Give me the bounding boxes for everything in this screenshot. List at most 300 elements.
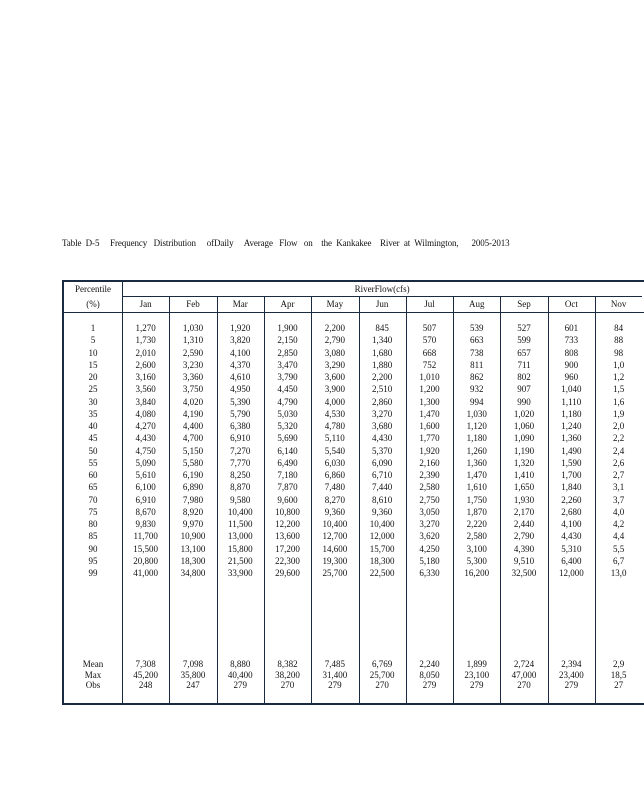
summary-cell: 23,400 [558, 669, 584, 680]
table-cell: 539 [469, 323, 484, 333]
table-cell: 5,540 [324, 445, 345, 456]
table-cell: 9,830 [135, 519, 156, 529]
table-cell: 3,080 [324, 347, 345, 358]
table-cell: 2,160 [419, 457, 440, 468]
table-cell: 7,180 [277, 470, 298, 480]
table-cell: 32,500 [511, 568, 537, 578]
flow-table [62, 280, 644, 705]
table-cell: 733 [564, 335, 579, 346]
percentile-value: 60 [88, 470, 98, 480]
table-cell: 1,410 [513, 470, 535, 480]
table-cell: 12,000 [369, 531, 395, 542]
table-cell: 960 [564, 372, 579, 382]
month-header-aug: Aug [468, 299, 485, 309]
table-cell: 6,7 [613, 555, 625, 566]
table-cell: 5,150 [182, 445, 204, 456]
table-cell: 20,800 [133, 555, 159, 566]
table-cell: 5,110 [324, 433, 345, 444]
table-cell: 3,560 [135, 384, 156, 395]
table-cell: 98 [614, 347, 624, 358]
summary-cell: 2,240 [419, 659, 440, 669]
table-cell: 3,1 [613, 482, 625, 493]
table-cell: 4,430 [372, 433, 393, 444]
table-cell: 4,750 [135, 445, 156, 456]
table-cell: 994 [469, 396, 484, 407]
percentile-value: 10 [88, 347, 98, 358]
percentile-value: 5 [90, 335, 96, 346]
table-cell: 13,0 [610, 568, 627, 578]
table-cell: 6,100 [135, 482, 156, 493]
table-cell: 12,200 [275, 519, 300, 529]
table-cell: 811 [470, 359, 484, 370]
table-cell: 1,200 [419, 384, 440, 395]
table-cell: 4,530 [324, 408, 345, 419]
percent-header: (%) [86, 299, 100, 309]
table-cell: 4,270 [135, 421, 156, 431]
table-cell: 4,4 [613, 531, 625, 542]
table-cell: 10,400 [227, 506, 253, 517]
table-cell: 17,200 [275, 543, 300, 554]
percentile-value: 70 [88, 494, 98, 505]
table-cell: 2,590 [182, 347, 204, 358]
table-cell: 21,500 [227, 555, 253, 566]
summary-cell: 18,5 [610, 669, 627, 680]
table-cell: 900 [564, 359, 579, 370]
table-cell: 8,610 [372, 494, 393, 505]
table-cell: 4,080 [135, 408, 156, 419]
table-cell: 16,200 [464, 568, 490, 578]
table-cell: 4,950 [230, 384, 251, 395]
table-cell: 862 [469, 372, 484, 382]
table-cell: 8,270 [324, 494, 345, 505]
table-cell: 8,250 [230, 470, 251, 480]
month-header-mar: Mar [232, 299, 248, 309]
table-cell: 2,580 [466, 531, 487, 542]
table-cell: 6,710 [372, 470, 393, 480]
percentile-value: 1 [90, 323, 96, 333]
table-cell: 3,100 [466, 543, 487, 554]
table-cell: 2,850 [277, 347, 298, 358]
table-cell: 3,790 [277, 372, 298, 382]
table-cell: 3,470 [277, 359, 298, 370]
table-cell: 4,250 [419, 543, 440, 554]
summary-cell: 279 [233, 680, 247, 690]
table-cell: 1,750 [466, 494, 487, 505]
percentile-value: 85 [88, 531, 98, 542]
table-cell: 990 [517, 396, 531, 407]
summary-cell: 248 [138, 680, 153, 690]
table-cell: 1,470 [419, 408, 440, 419]
table-cell: 1,920 [419, 445, 440, 456]
table-cell: 1,470 [466, 470, 487, 480]
month-header-may: May [326, 299, 344, 309]
table-cell: 18,300 [180, 555, 206, 566]
month-header-feb: Feb [186, 299, 200, 309]
table-cell: 3,750 [182, 384, 204, 395]
table-cell: 18,300 [369, 555, 395, 566]
table-cell: 1,040 [561, 384, 582, 395]
table-cell: 1,010 [419, 372, 440, 382]
table-cell: 9,510 [513, 555, 535, 566]
summary-cell: 279 [328, 680, 342, 690]
table-cell: 2,200 [372, 372, 393, 382]
table-cell: 907 [517, 384, 531, 395]
table-cell: 1,9 [613, 408, 625, 419]
table-cell: 1,920 [230, 323, 251, 333]
table-cell: 657 [517, 347, 531, 358]
table-cell: 5,300 [466, 555, 487, 566]
table-cell: 6,330 [419, 568, 440, 578]
table-cell: 1,610 [466, 482, 487, 493]
month-header-oct: Oct [564, 299, 578, 309]
table-cell: 7,980 [182, 494, 204, 505]
table-cell: 34,800 [180, 568, 206, 578]
table-cell: 1,840 [561, 482, 582, 493]
table-cell: 4,000 [324, 396, 345, 407]
table-cell: 22,500 [369, 568, 395, 578]
table-cell: 1,600 [419, 421, 440, 431]
table-cell: 4,020 [182, 396, 204, 407]
summary-cell: 8,050 [419, 669, 440, 680]
month-header-jan: Jan [139, 299, 152, 309]
table-cell: 10,400 [322, 519, 348, 529]
table-cell: 5,690 [277, 433, 298, 444]
header-rule-bottom [64, 312, 644, 313]
summary-cell: 23,100 [464, 669, 490, 680]
table-cell: 4,0 [613, 506, 625, 517]
table-cell: 1,680 [372, 347, 393, 358]
table-cell: 3,270 [419, 519, 440, 529]
table-cell: 2,790 [324, 335, 345, 346]
table-cell: 5,090 [135, 457, 156, 468]
table-cell: 1,090 [513, 433, 535, 444]
table-cell: 2,390 [419, 470, 440, 480]
table-cell: 738 [469, 347, 484, 358]
summary-label-max: Max [84, 669, 102, 680]
table-cell: 3,900 [324, 384, 345, 395]
summary-cell: 279 [469, 680, 484, 690]
table-cell: 1,030 [182, 323, 204, 333]
table-cell: 5,5 [613, 543, 625, 554]
table-cell: 9,360 [372, 506, 393, 517]
table-cell: 932 [469, 384, 484, 395]
table-cell: 1,490 [561, 445, 582, 456]
table-cell: 4,430 [135, 433, 156, 444]
summary-cell: 27 [614, 680, 624, 690]
summary-cell: 247 [186, 680, 200, 690]
table-cell: 1,6 [613, 396, 625, 407]
summary-cell: 2,394 [561, 659, 582, 669]
summary-cell: 270 [375, 680, 389, 690]
table-cell: 9,580 [230, 494, 251, 505]
table-cell: 752 [422, 359, 437, 370]
table-cell: 4,430 [561, 531, 582, 542]
table-cell: 1,310 [182, 335, 204, 346]
table-cell: 5,180 [419, 555, 440, 566]
table-cell: 570 [422, 335, 437, 346]
table-cell: 1,180 [466, 433, 487, 444]
table-cell: 3,840 [135, 396, 156, 407]
percentile-value: 80 [88, 519, 98, 529]
summary-cell: 7,098 [182, 659, 204, 669]
table-cell: 5,320 [277, 421, 298, 431]
percentile-value: 45 [88, 433, 98, 444]
percentile-value: 35 [88, 408, 98, 419]
table-cell: 1,180 [561, 408, 582, 419]
percentile-value: 65 [88, 482, 98, 493]
table-cell: 3,270 [372, 408, 393, 419]
table-cell: 2,600 [135, 359, 156, 370]
table-cell: 1,730 [135, 335, 156, 346]
table-cell: 5,310 [561, 543, 582, 554]
table-cell: 1,300 [419, 396, 440, 407]
table-cell: 15,800 [227, 543, 253, 554]
table-cell: 84 [614, 323, 624, 333]
table-cell: 6,030 [324, 457, 345, 468]
table-cell: 1,930 [513, 494, 535, 505]
table-cell: 5,790 [230, 408, 251, 419]
table-cell: 7,770 [230, 457, 251, 468]
table-cell: 5,370 [372, 445, 393, 456]
table-cell: 1,5 [613, 384, 625, 395]
table-cell: 601 [564, 323, 579, 333]
table-cell: 2,510 [372, 384, 393, 395]
summary-cell: 25,700 [369, 669, 395, 680]
table-cell: 1,770 [419, 433, 440, 444]
table-cell: 6,860 [324, 470, 345, 480]
percentile-value: 15 [88, 359, 98, 370]
summary-cell: 279 [422, 680, 437, 690]
table-cell: 1,700 [561, 470, 582, 480]
summary-cell: 270 [517, 680, 531, 690]
table-cell: 599 [517, 335, 531, 346]
summary-cell: 7,308 [135, 659, 156, 669]
table-cell: 9,600 [277, 494, 298, 505]
river-flow-header: RiverFlow(cfs) [354, 284, 410, 294]
table-cell: 6,400 [561, 555, 582, 566]
table-cell: 1,870 [466, 506, 487, 517]
percentile-header: Percentile [75, 284, 111, 294]
table-cell: 88 [614, 335, 624, 346]
table-cell: 3,820 [230, 335, 251, 346]
summary-cell: 2,9 [613, 659, 625, 669]
summary-cell: 31,400 [322, 669, 348, 680]
table-cell: 5,390 [230, 396, 251, 407]
table-cell: 6,910 [135, 494, 156, 505]
summary-label-mean: Mean [82, 659, 104, 669]
table-cell: 4,100 [230, 347, 251, 358]
table-cell: 12,000 [558, 568, 584, 578]
summary-cell: 47,000 [511, 669, 537, 680]
table-cell: 3,620 [419, 531, 440, 542]
table-cell: 15,500 [133, 543, 159, 554]
table-cell: 6,190 [182, 470, 204, 480]
percentile-value: 99 [88, 568, 98, 578]
table-cell: 1,020 [513, 408, 535, 419]
table-cell: 808 [564, 347, 579, 358]
table-cell: 25,700 [322, 568, 348, 578]
table-cell: 5,580 [182, 457, 204, 468]
table-cell: 1,320 [513, 457, 535, 468]
percentile-value: 95 [88, 555, 98, 566]
percentile-value: 75 [88, 506, 98, 517]
table-cell: 3,360 [182, 372, 204, 382]
table-cell: 2,0 [613, 421, 625, 431]
summary-cell: 35,800 [180, 669, 206, 680]
month-header-nov: Nov [610, 299, 627, 309]
summary-cell: 6,769 [372, 659, 393, 669]
table-cell: 6,380 [230, 421, 251, 431]
table-cell: 1,880 [372, 359, 393, 370]
table-cell: 668 [422, 347, 437, 358]
table-cell: 9,970 [182, 519, 204, 529]
table-cell: 6,910 [230, 433, 251, 444]
table-cell: 2,2 [613, 433, 625, 444]
table-cell: 11,700 [133, 531, 158, 542]
table-cell: 6,140 [277, 445, 298, 456]
table-cell: 13,000 [227, 531, 253, 542]
percentile-value: 25 [88, 384, 98, 395]
summary-cell: 40,400 [227, 669, 253, 680]
table-cell: 3,230 [182, 359, 204, 370]
table-cell: 10,900 [180, 531, 206, 542]
table-cell: 4,400 [182, 421, 204, 431]
percentile-value: 20 [88, 372, 98, 382]
table-cell: 7,480 [324, 482, 345, 493]
table-cell: 3,160 [135, 372, 156, 382]
percentile-value: 55 [88, 457, 98, 468]
table-cell: 1,190 [513, 445, 535, 456]
table-cell: 6,490 [277, 457, 298, 468]
table-cell: 10,400 [369, 519, 395, 529]
table-cell: 14,600 [322, 543, 348, 554]
table-cell: 2,440 [513, 519, 535, 529]
table-cell: 2,010 [135, 347, 156, 358]
summary-cell: 270 [280, 680, 295, 690]
table-cell: 711 [517, 359, 531, 370]
table-cell: 4,370 [230, 359, 251, 370]
table-cell: 4,780 [324, 421, 345, 431]
table-cell: 3,680 [372, 421, 393, 431]
percentile-value: 90 [88, 543, 98, 554]
table-cell: 1,900 [277, 323, 298, 333]
table-cell: 802 [517, 372, 531, 382]
table-cell: 1,030 [466, 408, 487, 419]
table-cell: 5,610 [135, 470, 156, 480]
table-cell: 2,170 [513, 506, 535, 517]
table-cell: 3,050 [419, 506, 440, 517]
table-cell: 2,860 [372, 396, 393, 407]
table-cell: 1,270 [135, 323, 156, 333]
table-cell: 7,270 [230, 445, 251, 456]
table-cell: 5,030 [277, 408, 298, 419]
table-cell: 4,100 [561, 519, 582, 529]
percentile-value: 40 [88, 421, 98, 431]
table-cell: 4,450 [277, 384, 298, 395]
month-header-jul: Jul [424, 299, 435, 309]
summary-cell: 8,880 [230, 659, 251, 669]
table-cell: 3,7 [613, 494, 625, 505]
table-cell: 4,2 [613, 519, 625, 529]
table-cell: 10,800 [275, 506, 300, 517]
month-header-jun: Jun [375, 299, 389, 309]
table-cell: 1,060 [513, 421, 535, 431]
table-cell: 2,4 [613, 445, 625, 456]
month-header-apr: Apr [280, 299, 295, 309]
table-cell: 1,340 [372, 335, 393, 346]
table-cell: 22,300 [275, 555, 300, 566]
table-cell: 8,920 [182, 506, 204, 517]
month-header-sep: Sep [517, 299, 531, 309]
table-cell: 1,590 [561, 457, 582, 468]
table-cell: 4,700 [182, 433, 204, 444]
summary-cell: 1,899 [466, 659, 487, 669]
table-cell: 4,610 [230, 372, 251, 382]
table-cell: 7,440 [372, 482, 393, 493]
table-cell: 3,600 [324, 372, 345, 382]
table-cell: 2,790 [513, 531, 535, 542]
table-cell: 11,500 [228, 519, 253, 529]
table-cell: 2,6 [613, 457, 625, 468]
table-cell: 527 [517, 323, 531, 333]
table-cell: 8,870 [230, 482, 251, 493]
table-cell: 1,120 [466, 421, 487, 431]
table-cell: 8,670 [135, 506, 156, 517]
table-cell: 6,890 [182, 482, 204, 493]
table-cell: 29,600 [275, 568, 300, 578]
table-cell: 12,700 [322, 531, 348, 542]
summary-cell: 45,200 [133, 669, 159, 680]
table-cell: 2,750 [419, 494, 440, 505]
table-cell: 2,680 [561, 506, 582, 517]
table-cell: 1,360 [466, 457, 487, 468]
table-cell: 6,090 [372, 457, 393, 468]
summary-cell: 2,724 [513, 659, 535, 669]
summary-cell: 38,200 [275, 669, 300, 680]
table-cell: 19,300 [322, 555, 348, 566]
table-cell: 4,390 [513, 543, 535, 554]
table-cell: 2,220 [466, 519, 487, 529]
table-cell: 1,360 [561, 433, 582, 444]
table-caption: Table D-5 Frequency Distribution ofDaily Average Flow on the Kankakee River at Wilmington, 2005-2013 [62, 238, 510, 248]
table-cell: 1,0 [613, 359, 625, 370]
table-cell: 33,900 [227, 568, 253, 578]
table-cell: 2,260 [561, 494, 582, 505]
summary-cell: 8,382 [277, 659, 298, 669]
table-cell: 1,260 [466, 445, 487, 456]
table-cell: 13,600 [275, 531, 300, 542]
percentile-value: 50 [88, 445, 98, 456]
table-cell: 1,2 [613, 372, 625, 382]
table-cell: 41,000 [133, 568, 159, 578]
table-cell: 507 [422, 323, 437, 333]
summary-cell: 7,485 [324, 659, 345, 669]
table-cell: 4,790 [277, 396, 298, 407]
table-cell: 1,650 [513, 482, 535, 493]
summary-cell: 279 [564, 680, 579, 690]
table-cell: 2,150 [277, 335, 298, 346]
table-cell: 2,200 [324, 323, 345, 333]
table-cell: 845 [375, 323, 389, 333]
table-cell: 4,190 [182, 408, 204, 419]
table-cell: 2,580 [419, 482, 440, 493]
table-cell: 2,7 [613, 470, 625, 480]
header-rule-group [122, 296, 642, 297]
table-cell: 3,290 [324, 359, 345, 370]
table-cell: 1,110 [561, 396, 582, 407]
table-cell: 9,360 [324, 506, 345, 517]
table-cell: 663 [469, 335, 484, 346]
